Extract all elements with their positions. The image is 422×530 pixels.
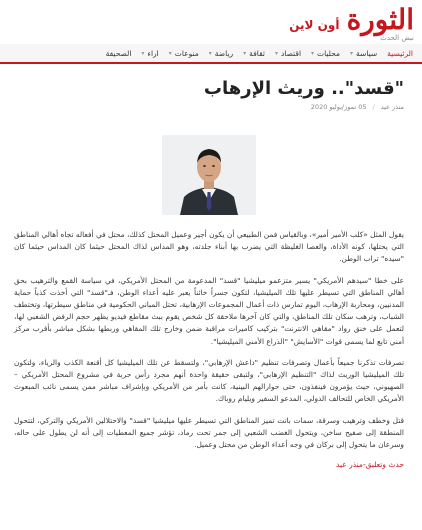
chevron-down-icon: ▾ [168,49,172,57]
nav-item-misc[interactable] [164,44,204,62]
nav-item-local[interactable] [306,44,345,62]
article-title: "قسد".. وريث الإرهاب [203,78,404,99]
article-source-line: حدث وتعليق-منذر عيد [336,460,404,470]
nav-item-label: اراء [147,48,159,58]
nav-item-label: الصحيفة [105,48,132,58]
nav-item-label: سياسة [356,48,378,58]
article-paragraph: على خطا "سيدهم الأمريكي" يسير متزعمو ميليشيا "قسد" المدعومة من المحتل الأمريكي، في سياسة القمع والترهيب بحق أهالي المناطق التي تسيطر عليها تلك الميليشيا، لتكون جسراً خائناً يعبر عليه أعداء الوطن، فـ"قسد" التي أخذت كذباً حماية المدنيين، ومحاربة الإرهاب، اليوم تمارس ذات أعمال المجموعات الإرهابية، تحتل المباني الحكومية في مناطق سيطرتها، وتختطف الشباب، وترهب سكان تلك المناطق، والتي كان آخرها ملاحقة كل شخص يقوم ببث مقاطع فيديو يظهر حجم الرفض الشعبي لها، لتعمل على خنق رواد "مقاهي الانترنت" بتركيب كاميرات مراقبة ضمن وخارج تلك المقاهي وربطها بشكل مباشر بأقرب مركز أمني تابع لما يسمى قوات "الأسايش" "الذراع الأمني الميليشيا". [14,275,404,346]
main-nav [0,44,422,64]
chevron-down-icon: ▾ [311,49,315,57]
author-photo [162,135,256,215]
nav-item-label: محليات [317,48,340,58]
nav-item-economy[interactable] [270,44,306,62]
article-author[interactable]: منذر عيد [380,103,404,111]
nav-item-culture[interactable] [238,44,270,62]
chevron-down-icon: ▾ [350,49,354,57]
nav-item-newspaper[interactable] [101,44,137,62]
chevron-down-icon: ▾ [274,49,278,57]
nav-item-opinions[interactable] [136,44,163,62]
site-header [0,0,422,44]
article-paragraph: قتل وخطف وترهيب وسرقة، سمات باتت تميز المناطق التي تسيطر عليها ميليشيا "قسد" والاحتلالين الأمريكي والتركي، لتتحول المنطقة إلى صفيح ساخن، ويتحول الغضب الشعبي إلى جمر تحت رماد، تؤشر جميع المعطيات إلى أنه لن يطول على حاله، وسرعان ما يتحول إلى بركان في وجه أعداء الوطن من محتل وعميل. [14,415,404,450]
logo-subtitle: أون لاين [289,18,340,32]
logo-tagline: نبض الحدث [380,34,414,42]
chevron-down-icon: ▾ [208,49,212,57]
article-meta [14,103,404,111]
article-photo-wrap [14,135,404,215]
nav-item-label: رياضة [214,48,234,58]
nav-item-home[interactable] [382,44,418,62]
nav-item-label: الرئيسية [387,48,413,58]
nav-item-label: ثقافة [249,48,265,58]
chevron-down-icon: ▾ [141,49,145,57]
nav-item-label: منوعات [174,48,199,58]
chevron-down-icon: ▾ [243,49,247,57]
logo-title: الثورة [346,3,414,36]
author-portrait-image [162,135,256,215]
nav-item-sports[interactable] [204,44,238,62]
article [0,64,422,469]
nav-item-label: اقتصاد [280,48,302,58]
article-paragraph: يقول المثل «كلب الأمير أمير»، وبالقياس فمن الطبيعي أن يكون أجير وعميل المحتل كذلك، محتل في أفعاله تجاه أهالي المناطق التي يحتلها، كونه الأداة، والعصا الغليظة التي يضرب بها أبناء جلدته، وهو المداس لذاك المحتل حيثما كان المداس حيثما كان "سيده" تراب الوطن. [14,230,404,264]
article-paragraph: تصرفات تذكرنا جميعاً بأعمال وتصرفات تنظيم "داعش الإرهابي"، ولتسقط عن تلك الميليشيا كل أقنعة الكذب والرياء، ولتكون تلك الميليشيا الوريث لذاك "التنظيم الإرهابي"، ولتبقى حقيقة واحدة أنهم مجرد رأس حربة في مشروع المحتل الأمريكي – الصهيوني، حيث يؤمرون فينفذون، حتى حوارالهم البينية، كانت بأمر من الأمريكي وبإشراف مباشر ممن يسمى نائب المبعوث الأمريكي الخاص للتحالف الدولي، المدعو السفير ويليام روباك. [14,357,404,404]
nav-item-politics[interactable] [345,44,382,62]
site-logo[interactable] [289,3,414,42]
article-date: 05 تموز/يوليو 2020 [310,103,367,111]
meta-separator: / [372,103,375,111]
